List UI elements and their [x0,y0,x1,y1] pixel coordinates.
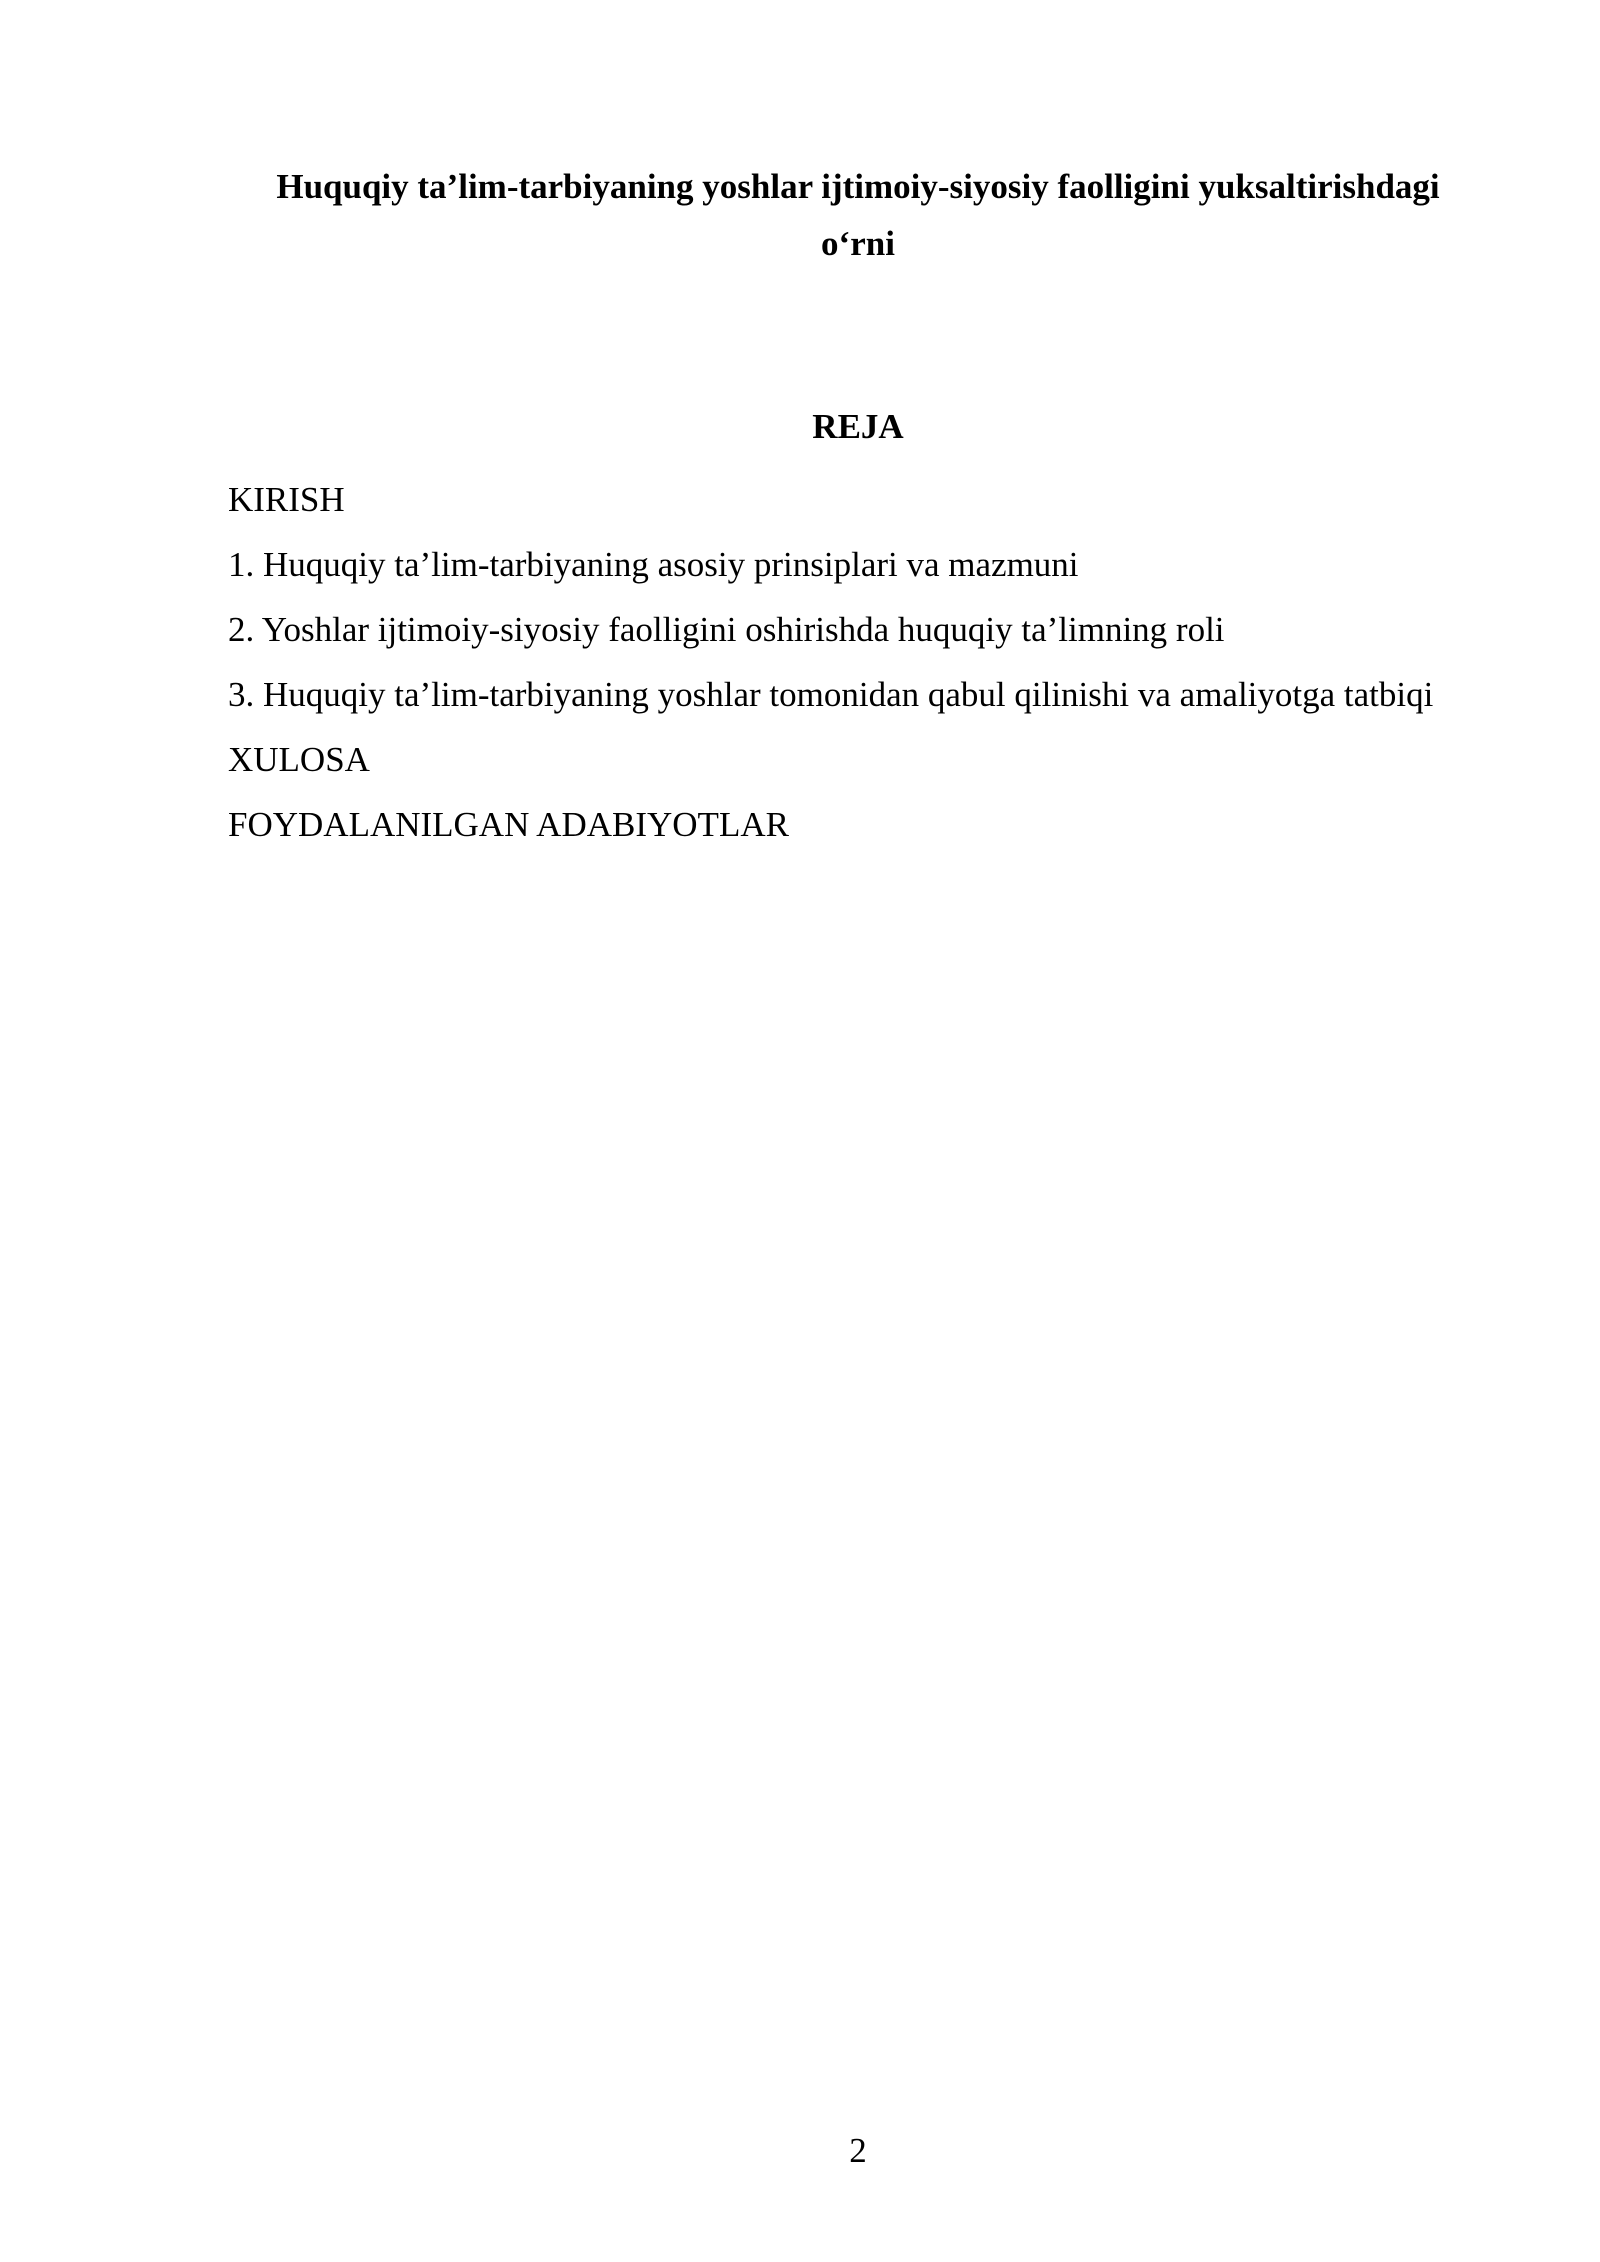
plan-item-1: 1. Huquqiy ta’lim-tarbiyaning asosiy prinsiplari va mazmuni [228,545,1079,584]
document-title-line-1: Huquqiy ta’lim-tarbiyaning yoshlar ijtimoiy-siyosiy faolligini yuksaltirishdagi [276,167,1440,206]
plan-item-introduction: KIRISH [228,480,345,519]
plan-item-2: 2. Yoshlar ijtimoiy-siyosiy faolligini oshirishda huquqiy ta’limning roli [228,610,1225,649]
page-number: 2 [849,2131,867,2170]
plan-item-references: FOYDALANILGAN ADABIYOTLAR [228,805,789,844]
document-title-line-2: o‘rni [821,224,895,263]
plan-heading: REJA [812,407,904,446]
document-title [228,158,1488,272]
plan-item-3: 3. Huquqiy ta’lim-tarbiyaning yoshlar tomonidan qabul qilinishi va amaliyotga tatbiqi [228,675,1434,714]
plan-item-conclusion: XULOSA [228,740,370,779]
plan-list [228,472,1488,862]
